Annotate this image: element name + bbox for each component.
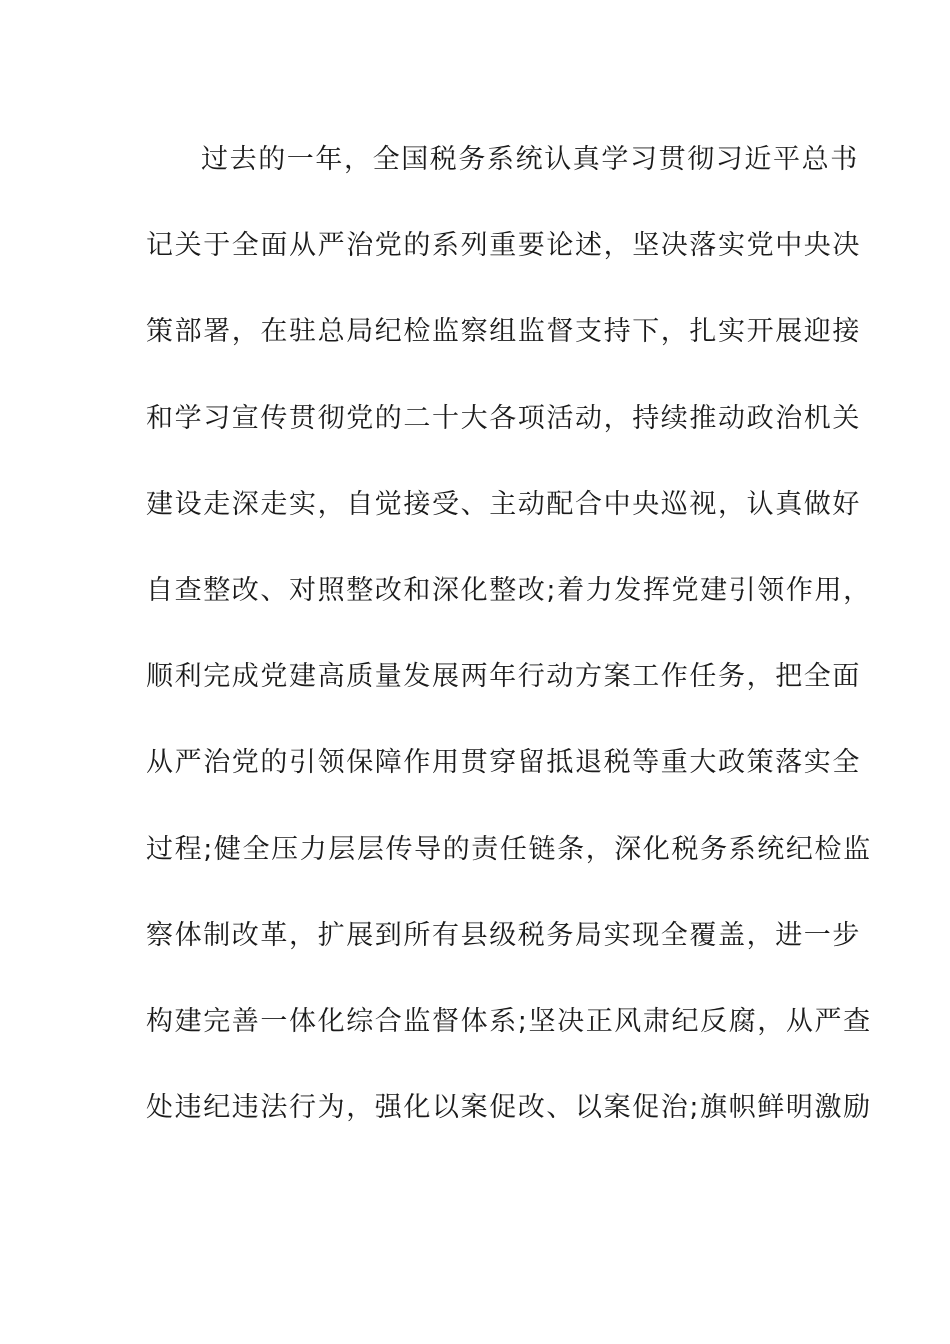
paragraph-line-3: 策部署，在驻总局纪检监察组监督支持下，扎实开展迎接	[146, 316, 861, 348]
paragraph-line-10: 察体制改革，扩展到所有县级税务局实现全覆盖，进一步	[146, 919, 861, 951]
paragraph-line-7: 顺利完成党建高质量发展两年行动方案工作任务，把全面	[146, 661, 861, 693]
paragraph-line-2: 记关于全面从严治党的系列重要论述，坚决落实党中央决	[146, 230, 861, 262]
paragraph-line-9: 过程;健全压力层层传导的责任链条，深化税务系统纪检监	[146, 833, 872, 865]
paragraph-line-8: 从严治党的引领保障作用贯穿留抵退税等重大政策落实全	[146, 747, 861, 779]
body-paragraph	[146, 136, 872, 1170]
paragraph-line-5: 建设走深走实，自觉接受、主动配合中央巡视，认真做好	[146, 488, 861, 520]
paragraph-line-11: 构建完善一体化综合监督体系;坚决正风肃纪反腐，从严查	[146, 1005, 872, 1037]
paragraph-line-4: 和学习宣传贯彻党的二十大各项活动，持续推动政治机关	[146, 402, 861, 434]
paragraph-line-12: 处违纪违法行为，强化以案促改、以案促治;旗帜鲜明激励	[146, 1092, 872, 1124]
paragraph-line-1: 过去的一年，全国税务系统认真学习贯彻习近平总书	[201, 144, 859, 175]
paragraph-line-6: 自查整改、对照整改和深化整改;着力发挥党建引领作用，	[146, 574, 872, 606]
